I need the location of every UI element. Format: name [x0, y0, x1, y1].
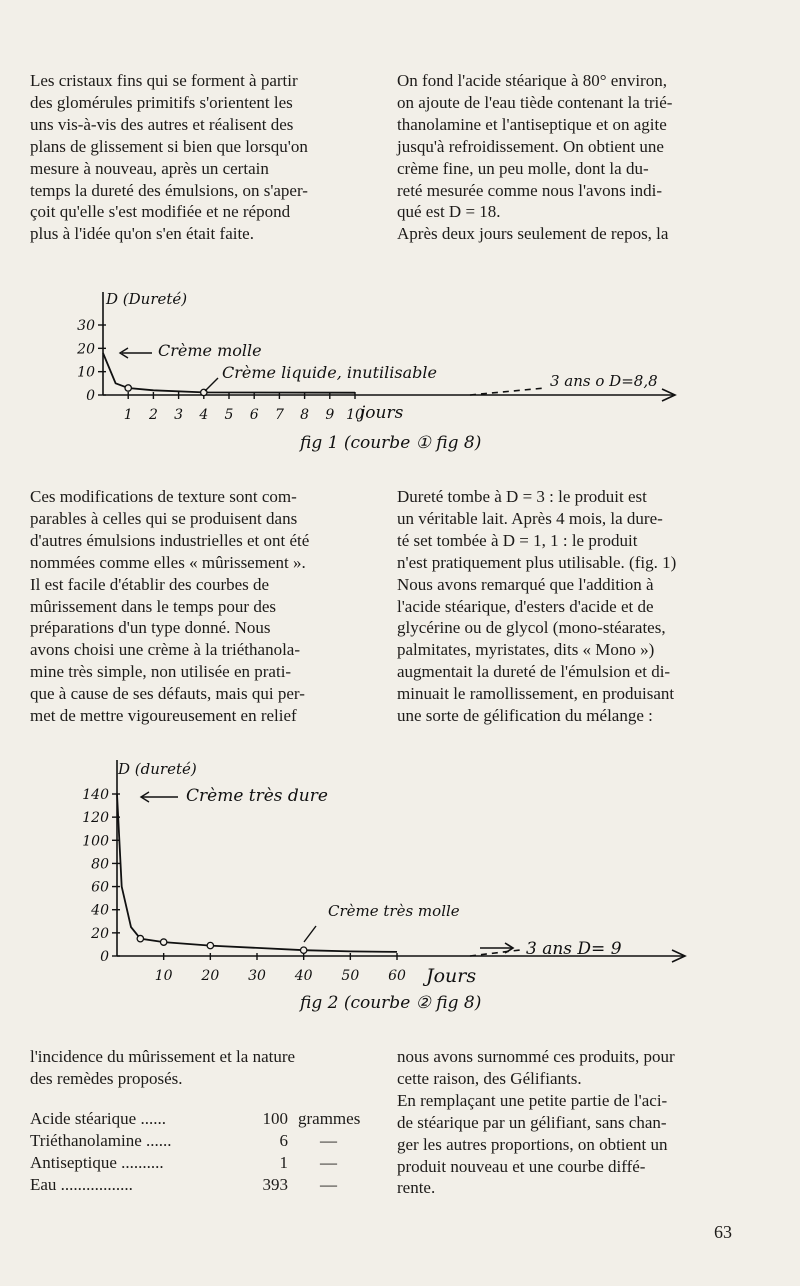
x-tick-label: 6 [249, 407, 259, 423]
fig2-annotation-top: Crème très dure [186, 786, 328, 806]
recipe-quantity: 1 [279, 1153, 288, 1172]
text-line: Les cristaux fins qui se forment à partir [30, 71, 298, 90]
text-line: En remplaçant une petite partie de l'aci- [397, 1090, 668, 1110]
fig2-arrow-mid [304, 926, 316, 942]
text-line: palmitates, myristates, dits « Mono ») [397, 640, 655, 660]
text-line: mine très simple, non utilisée en prati- [30, 662, 292, 682]
text-line: de stéarique par un gélifiant, sans chan- [397, 1112, 667, 1132]
recipe-unit: — [320, 1131, 337, 1150]
fig1-annotation-top: Crème molle [158, 341, 262, 360]
y-tick-label: 0 [100, 949, 109, 965]
text-line: On fond l'acide stéarique à 80° environ, [397, 71, 667, 90]
middle-left-paragraph [30, 486, 370, 727]
fig2-y-label: D (dureté) [118, 760, 197, 778]
text-line: uns vis-à-vis des autres et réalisent des [30, 114, 294, 134]
data-point [207, 942, 213, 948]
figure-2 [0, 748, 800, 1038]
data-point [125, 385, 131, 391]
top-right-paragraph [397, 70, 740, 245]
text-line: que à cause de ses défauts, mais qui per- [30, 684, 305, 704]
recipe-unit: — [320, 1175, 337, 1194]
recipe-row [30, 1130, 350, 1152]
text-line: parables à celles qui se produisent dans [30, 508, 298, 528]
text-line: augmentait la dureté de l'émulsion et di- [397, 662, 671, 682]
recipe-quantity: 6 [279, 1131, 288, 1150]
recipe-unit: grammes [298, 1109, 361, 1128]
text-line: une sorte de gélification du mélange : [397, 706, 653, 726]
fig2-caption: fig 2 (courbe ② fig 8) [300, 993, 482, 1013]
text-line: Ces modifications de texture sont com- [30, 487, 297, 506]
text-line: rente. [397, 1178, 436, 1198]
page-number: 63 [714, 1222, 732, 1242]
y-tick-label: 120 [82, 810, 109, 827]
fig2-y-ticks [82, 787, 120, 965]
text-line: temps la dureté des émulsions, on s'aper- [30, 180, 308, 200]
fig2-points [137, 935, 307, 953]
fig1-annotation-mid: Crème liquide, inutilisable [222, 363, 437, 382]
text-line: glycérine ou de glycol (mono-stéarates, [397, 618, 666, 638]
fig1-x-ticks [124, 392, 364, 423]
y-tick-label: 20 [77, 341, 95, 358]
x-tick-label: 7 [274, 407, 284, 423]
x-tick-label: 10 [346, 407, 364, 423]
text-line: plans de glissement si bien que lorsqu'on [30, 136, 308, 156]
text-line: produit nouveau et une courbe diffé- [397, 1156, 646, 1176]
x-tick-label: 8 [300, 407, 310, 423]
y-tick-label: 100 [82, 833, 109, 850]
text-line: des glomérules primitifs s'orientent les [30, 92, 293, 112]
fig2-curve [117, 794, 397, 952]
text-line: avons choisi une crème à la triéthanola- [30, 640, 300, 660]
x-tick-label: 2 [148, 407, 158, 423]
figure-1 [0, 278, 800, 458]
text-line: Il est facile d'établir des courbes de [30, 574, 270, 594]
bottom-right-paragraph [397, 1046, 740, 1199]
fig2-annotation-end: 3 ans D= 9 [526, 939, 622, 959]
fig1-caption: fig 1 (courbe ① fig 8) [300, 433, 482, 453]
bottom-left-paragraph [30, 1046, 370, 1090]
recipe-ingredient: Triéthanolamine ...... [30, 1131, 172, 1150]
recipe-ingredient: Acide stéarique ...... [30, 1109, 166, 1128]
text-line: des remèdes proposés. [30, 1068, 183, 1088]
text-line: plus à l'idée qu'on s'en était faite. [30, 224, 254, 244]
x-tick-label: 40 [294, 968, 313, 984]
recipe-ingredient: Eau ................. [30, 1175, 133, 1194]
y-tick-label: 140 [82, 787, 109, 803]
text-line: d'autres émulsions industrielles et ont été [30, 530, 310, 550]
data-point [160, 939, 166, 945]
x-tick-label: 50 [341, 968, 360, 984]
fig2-arrows [141, 792, 316, 942]
recipe-row [30, 1174, 350, 1196]
x-tick-label: 3 [174, 407, 184, 423]
recipe-quantity: 393 [262, 1175, 288, 1194]
data-point [300, 947, 306, 953]
data-point [137, 935, 143, 941]
x-tick-label: 9 [325, 407, 335, 423]
fig1-annotation-end: 3 ans o D=8,8 [550, 372, 658, 390]
text-line: cette raison, des Gélifiants. [397, 1068, 582, 1088]
text-line: minuait le ramollissement, en produisant [397, 684, 675, 704]
x-tick-label: 5 [224, 407, 234, 423]
y-tick-label: 0 [86, 388, 95, 404]
fig2-annotation-mid: Crème très molle [328, 902, 460, 920]
top-left-paragraph [30, 70, 370, 245]
fig2-x-ticks [155, 953, 406, 984]
fig2-end-dash [470, 950, 520, 956]
text-line: l'acide stéarique, d'esters d'acide et de [397, 596, 654, 616]
text-line: mesure à nouveau, après un certain [30, 158, 269, 178]
text-line: nommées comme elles « mûrissement ». [30, 552, 306, 572]
fig1-x-label: jours [360, 403, 404, 423]
recipe-row [30, 1108, 361, 1130]
text-line: jusqu'à refroidissement. On obtient une [397, 136, 664, 156]
text-line: Après deux jours seulement de repos, la [397, 224, 669, 244]
y-tick-label: 10 [77, 364, 95, 381]
fig1-end-dash [470, 388, 545, 395]
recipe-unit: — [320, 1153, 337, 1172]
text-line: met de mettre vigoureusement en relief [30, 706, 297, 726]
text-line: mûrissement dans le temps pour des [30, 596, 276, 616]
recipe-ingredient: Antiseptique .......... [30, 1153, 164, 1172]
text-line: crème fine, un peu molle, dont la du- [397, 158, 649, 178]
recipe-list [30, 1108, 361, 1196]
text-line: préparations d'un type donné. Nous [30, 618, 271, 638]
y-tick-label: 60 [91, 879, 109, 896]
text-line: reté mesurée comme nous l'avons indi- [397, 180, 663, 200]
text-line: un véritable lait. Après 4 mois, la dure- [397, 508, 663, 528]
text-line: thanolamine et l'antiseptique et on agite [397, 114, 667, 134]
recipe-row [30, 1152, 350, 1174]
text-line: Nous avons remarqué que l'addition à [397, 574, 654, 594]
x-tick-label: 10 [154, 968, 173, 984]
text-line: nous avons surnommé ces produits, pour [397, 1047, 675, 1066]
x-tick-label: 60 [388, 968, 406, 984]
x-tick-label: 20 [201, 968, 220, 984]
text-line: qué est D = 18. [397, 202, 501, 222]
text-line: té set tombée à D = 1, 1 : le produit [397, 530, 638, 550]
x-tick-label: 30 [248, 968, 266, 984]
text-line: l'incidence du mûrissement et la nature [30, 1047, 296, 1066]
x-tick-label: 1 [123, 407, 133, 423]
middle-right-paragraph [397, 486, 740, 727]
fig1-y-label: D (Dureté) [106, 290, 188, 308]
text-line: çoit qu'elle s'est modifiée et ne répond [30, 202, 291, 222]
y-tick-label: 80 [91, 856, 109, 873]
y-tick-label: 20 [91, 925, 109, 942]
text-line: n'est pratiquement plus utilisable. (fig. 1) [397, 552, 677, 572]
text-line: on ajoute de l'eau tiède contenant la trié- [397, 92, 673, 112]
text-line: Dureté tombe à D = 3 : le produit est [397, 487, 647, 506]
y-tick-label: 30 [77, 318, 95, 334]
fig1-arrow-mid [205, 378, 218, 391]
y-tick-label: 40 [91, 902, 109, 919]
text-line: ger les autres proportions, on obtient un [397, 1134, 668, 1154]
fig2-x-label: Jours [426, 965, 477, 987]
fig1-y-ticks [76, 318, 106, 404]
recipe-quantity: 100 [262, 1109, 288, 1128]
x-tick-label: 4 [199, 407, 209, 423]
